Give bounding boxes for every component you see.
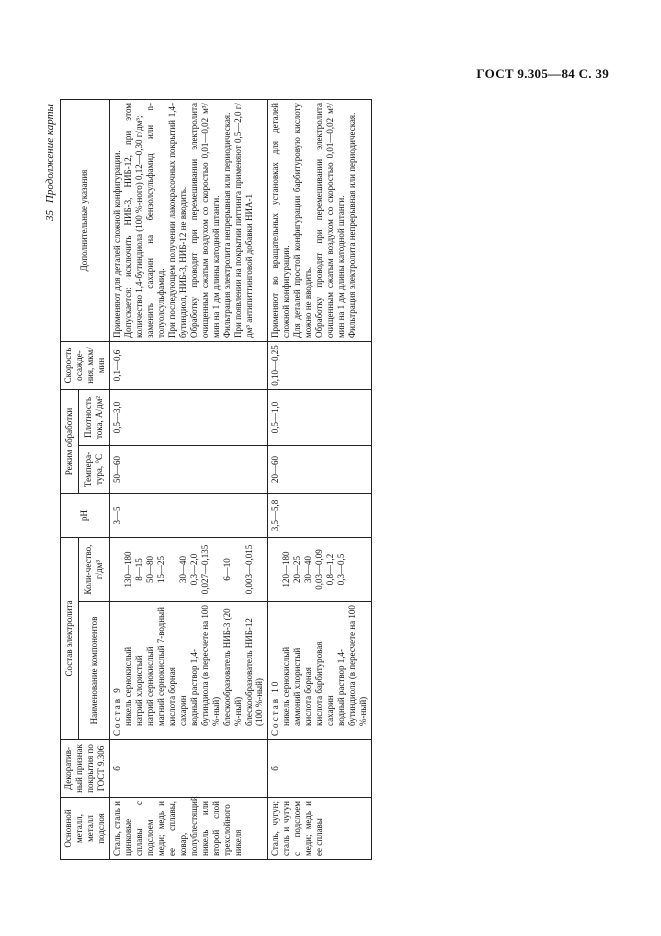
component-item: натрий хлористый bbox=[133, 655, 144, 726]
quantity-value: 120—180 bbox=[281, 551, 292, 588]
quantity-value: 0,3—2,0 bbox=[188, 553, 199, 586]
component-item: кислота борная bbox=[166, 667, 177, 726]
header-mode: Режим обработки bbox=[61, 390, 79, 494]
component-item: сахарин bbox=[325, 695, 336, 726]
composition-title: Состав 9 bbox=[111, 686, 122, 736]
component-item: водный раствор 1,4-бутиндиола (в пересчете на 100 %-ный) bbox=[188, 605, 221, 726]
base-metal-cell: Сталь, чугун; сталь и чугун с подслоем меди; медь и ее сплавы bbox=[268, 798, 372, 860]
rotated-table-area bbox=[40, 100, 600, 860]
quantity-value: 0,027—0,135 bbox=[199, 544, 210, 595]
note-paragraph: Применяют во вращательных установках для деталей сложной конфигурации. bbox=[270, 103, 292, 338]
note-paragraph: Для деталей простой конфигурации барбитуровую кислоту можно не вводить. bbox=[292, 103, 314, 338]
quantity-value: 8—15 bbox=[133, 558, 144, 581]
quantity-value: 0,03—0,09 bbox=[314, 549, 325, 590]
note-paragraph: При последующем получении лакокрасочных покрытий 1,4-бутиндиол, НИБ-3, НИБ-12 не вводить. bbox=[166, 103, 188, 338]
quantity-value: 6—10 bbox=[221, 558, 232, 581]
component-item: аммоний хлористый bbox=[292, 647, 303, 726]
table-row bbox=[109, 100, 268, 860]
note-paragraph: При появлении на покрытии питтинга применяют 0,5—2,0 г/дм³ антипиттинговой добавки НИА-1 bbox=[232, 103, 254, 338]
note-paragraph: Обработку проводят при перемешивании электролита очищенным сжатым воздухом со скоростью 0,01—0,02 м³/мин на 1 дм длины катодной штанги. bbox=[314, 103, 347, 338]
note-paragraph: Фильтрация электролита непрерывная или периодическая. bbox=[347, 112, 358, 338]
table-row bbox=[268, 100, 372, 860]
quantity-value: 30—40 bbox=[303, 556, 314, 583]
component-item: никель сернокислый bbox=[281, 646, 292, 726]
quantity-value: 0,3—0,5 bbox=[336, 553, 347, 586]
header-notes: Дополнительные указания bbox=[61, 100, 110, 342]
quantity-value: 0,8—1,2 bbox=[325, 553, 336, 586]
notes-cell bbox=[268, 100, 372, 342]
component-item: никель сернокислый bbox=[122, 646, 133, 726]
side-page-number: 35 bbox=[44, 210, 56, 221]
page-header: ГОСТ 9.305—84 С. 39 bbox=[476, 66, 609, 81]
note-paragraph: заменить сахарин на бензолсульфамид или n-толуолсульфамид. bbox=[144, 103, 166, 338]
decor-cell: б bbox=[109, 740, 268, 798]
components-cell bbox=[109, 602, 268, 740]
header-component-name: Наименование компонентов bbox=[79, 602, 110, 740]
component-item: магний сернокислый 7-водный bbox=[155, 607, 166, 726]
quantity-value: 50—80 bbox=[144, 556, 155, 583]
temperature-cell: 50—60 bbox=[109, 446, 268, 494]
quantity-value: 30—40 bbox=[177, 556, 188, 583]
header-density: Плотность тока, А/дм² bbox=[79, 390, 110, 446]
decor-cell: б bbox=[268, 740, 372, 798]
component-item: кислота барбитуровая bbox=[314, 641, 325, 726]
notes-cell bbox=[109, 100, 268, 342]
base-metal-cell: Сталь, сталь и цинковые сплавы с подслоем меди; медь и ее сплавы, ковар, полублестящий никель или второй слой трехслойного никеля bbox=[109, 798, 268, 860]
note-paragraph: Обработку проводят при перемешивании электролита очищенным сжатым воздухом со скоростью 0,01—0,02 м³/мин на 1 дм длины катодной штанги. bbox=[188, 103, 221, 338]
quantities-cell bbox=[109, 538, 268, 602]
quantity-value: 130—180 bbox=[122, 551, 133, 588]
component-item: натрий сернокислый bbox=[144, 646, 155, 726]
header-decor: Декоратив-ный признак покрытия по ГОСТ 9.306 bbox=[61, 740, 110, 798]
component-item: блескообразователь НИБ-12 (100 %-ный) bbox=[243, 618, 265, 726]
ph-cell: 3,5—5,8 bbox=[268, 494, 372, 538]
density-cell: 0,5—1,0 bbox=[268, 390, 372, 446]
composition-title: Состав 10 bbox=[270, 679, 281, 736]
component-item: водный раствор 1,4-бутиндиола (в пересчете на 100 %-ный) bbox=[336, 605, 369, 726]
header-base-metal: Основной металл, металл подслоя bbox=[61, 798, 110, 860]
header-speed: Скорость осажде-ния, мкм/мин bbox=[61, 342, 110, 390]
density-cell: 0,5—3,0 bbox=[109, 390, 268, 446]
component-item: сахарин bbox=[177, 695, 188, 726]
quantity-value: 15—25 bbox=[155, 556, 166, 583]
quantity-value: 0,003—0,015 bbox=[243, 544, 254, 595]
note-paragraph: Применяют для деталей сложной конфигурации. bbox=[111, 150, 122, 338]
component-item: блескообразователь НИБ-3 (20 %-ный) bbox=[221, 608, 243, 726]
quantity-value: 20—25 bbox=[292, 556, 303, 583]
note-paragraph: Допускается: исключить НИБ-3, НИБ-12, при этом количество 1,4-бутиндиола (100 %-ного) 0,12—0,30 г/дм³; bbox=[122, 103, 144, 338]
temperature-cell: 20—60 bbox=[268, 446, 372, 494]
electrolyte-table bbox=[60, 99, 372, 860]
header-ph: pH bbox=[61, 494, 110, 538]
components-cell bbox=[268, 602, 372, 740]
component-item: кислота борная bbox=[303, 667, 314, 726]
header-temperature: Темпера-тура, °С bbox=[79, 446, 110, 494]
ph-cell: 3—5 bbox=[109, 494, 268, 538]
speed-cell: 0,1—0,6 bbox=[109, 342, 268, 390]
speed-cell: 0,10—0,25 bbox=[268, 342, 372, 390]
continuation-label: Продолжение карты bbox=[44, 104, 56, 204]
header-quantity: Коли-чество, г/дм³ bbox=[79, 538, 110, 602]
header-composition: Состав электролита bbox=[61, 538, 79, 740]
note-paragraph: Фильтрация электролита непрерывная или периодическая. bbox=[221, 112, 232, 338]
quantities-cell bbox=[268, 538, 372, 602]
